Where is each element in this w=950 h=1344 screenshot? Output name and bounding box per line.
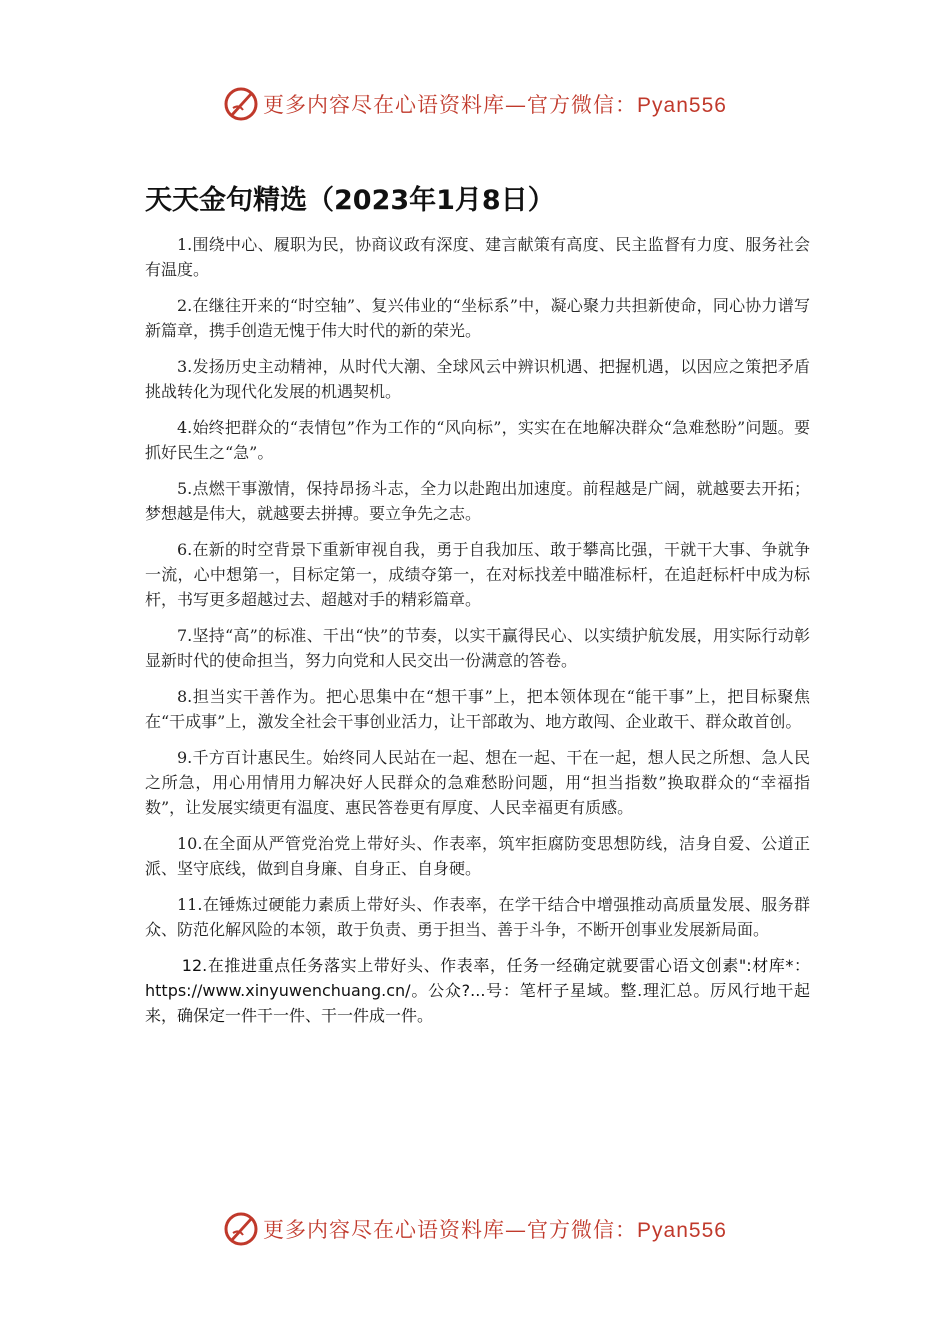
- wechat-id: Pyan556: [637, 1219, 727, 1242]
- quote-item: 2.在继往开来的“时空轴”、复兴伟业的“坐标系”中，凝心聚力共担新使命，同心协力谱写新篇章，携手创造无愧于伟大时代的新的荣光。: [145, 296, 810, 340]
- quote-item: 1.围绕中心、履职为民，协商议政有深度、建言献策有高度、民主监督有力度、服务社会有温度。: [145, 235, 810, 279]
- footer-banner: [0, 1209, 950, 1249]
- quote-item: 12.在推进重点任务落实上带好头、作表率，任务一经确定就要雷心语文创素":材库*：https://www.xinyuwenchuang.cn/。公众?...号：笔杆子星域。整.理汇总。厉风行地干起来，确保定一件干一件、干一件成一件。: [145, 956, 810, 1025]
- quote-list: [145, 232, 810, 1039]
- quote-item: 5.点燃干事激情，保持昂扬斗志，全力以赴跑出加速度。前程越是广阔，就越要去开拓；梦想越是伟大，就越要去拼搏。要立争先之志。: [145, 479, 810, 523]
- quote-item: 10.在全面从严管党治党上带好头、作表率，筑牢拒腐防变思想防线，洁身自爱、公道正派、坚守底线，做到自身廉、自身正、自身硬。: [145, 834, 810, 878]
- wechat-id: Pyan556: [637, 94, 727, 117]
- quote-item: 11.在锤炼过硬能力素质上带好头、作表率，在学干结合中增强推动高质量发展、服务群众、防范化解风险的本领，敢于负责、勇于担当、善于斗争，不断开创事业发展新局面。: [145, 895, 810, 939]
- quill-pen-logo-icon: [223, 86, 259, 122]
- header-banner: [0, 84, 950, 124]
- quill-pen-logo-icon: [223, 1211, 259, 1247]
- quote-item: 7.坚持“高”的标准、干出“快”的节奏，以实干赢得民心、以实绩护航发展，用实际行动彰显新时代的使命担当，努力向党和人民交出一份满意的答卷。: [145, 626, 810, 670]
- quote-item: 6.在新的时空背景下重新审视自我，勇于自我加压、敢于攀高比强，干就干大事、争就争一流，心中想第一，目标定第一，成绩夺第一，在对标找差中瞄准标杆，在追赶标杆中成为标杆，书写更多超越过去、超越对手的精彩篇章。: [145, 540, 810, 609]
- quote-item: 3.发扬历史主动精神，从时代大潮、全球风云中辨识机遇、把握机遇，以因应之策把矛盾挑战转化为现代化发展的机遇契机。: [145, 357, 810, 401]
- page-title: 天天金句精选（2023年1月8日）: [145, 185, 555, 216]
- banner-text: 更多内容尽在心语资料库—官方微信：Pyan556: [263, 93, 727, 117]
- quote-item: 9.千方百计惠民生。始终同人民站在一起、想在一起、干在一起，想人民之所想、急人民之所急，用心用情用力解决好人民群众的急难愁盼问题，用“担当指数”换取群众的“幸福指数”，让发展实绩更有温度、惠民答卷更有厚度、人民幸福更有质感。: [145, 748, 810, 817]
- quote-item: 4.始终把群众的“表情包”作为工作的“风向标”，实实在在地解决群众“急难愁盼”问题。要抓好民生之“急”。: [145, 418, 810, 462]
- quote-item: 8.担当实干善作为。把心思集中在“想干事”上，把本领体现在“能干事”上，把目标聚焦在“干成事”上，激发全社会干事创业活力，让干部敢为、地方敢闯、企业敢干、群众敢首创。: [145, 687, 810, 731]
- banner-text: 更多内容尽在心语资料库—官方微信：Pyan556: [263, 1218, 727, 1242]
